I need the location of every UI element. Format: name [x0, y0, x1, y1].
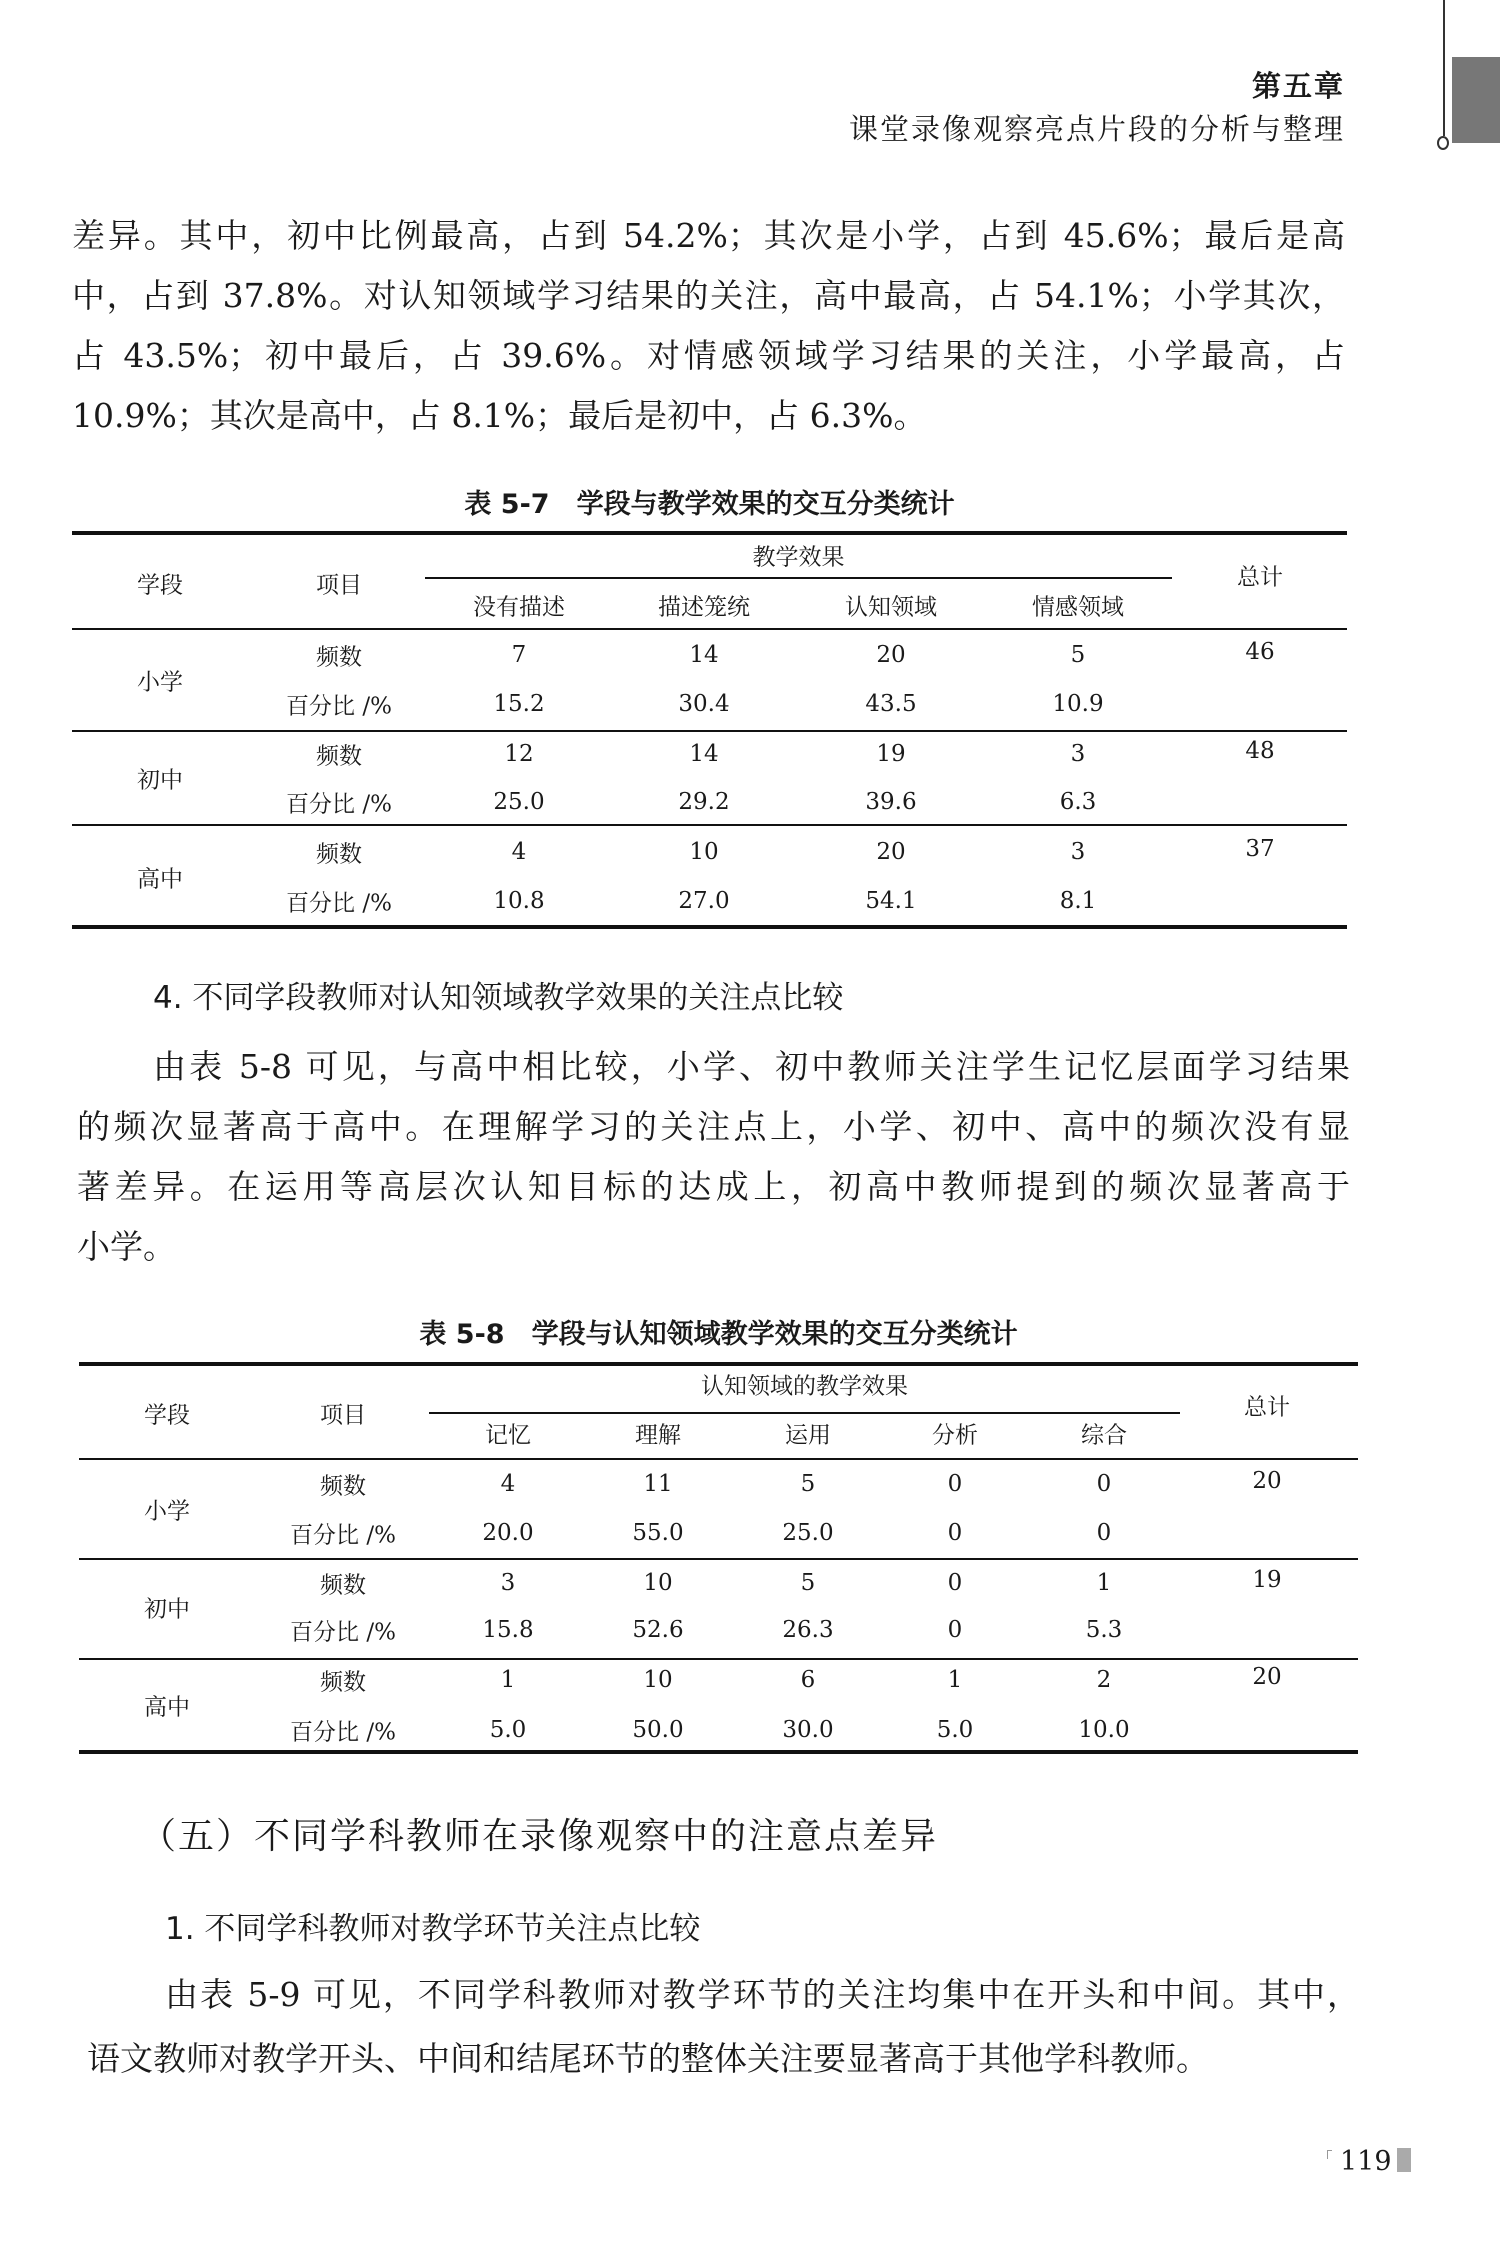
header-subcol: 描述笼统: [658, 594, 750, 621]
header-total: 总计: [1237, 564, 1283, 591]
header-total: 总计: [1244, 1394, 1290, 1421]
row-pct-label: 百分比 /%: [290, 1719, 396, 1746]
row-separator: [79, 1658, 1358, 1660]
pct-cell: 25.0: [493, 789, 545, 815]
text-line: 中，占到 37.8%。对认知领域学习结果的关注，高中最高，占 54.1%；小学其次，: [72, 276, 1345, 315]
pct-cell: 5.0: [489, 1717, 527, 1743]
freq-cell: 10: [643, 1667, 673, 1693]
row-pct-label: 百分比 /%: [286, 791, 392, 818]
chapter-label: 第五章: [1251, 69, 1345, 103]
freq-cell: 3: [500, 1570, 516, 1596]
pct-cell: 15.8: [482, 1617, 534, 1643]
pct-cell: 27.0: [678, 888, 730, 914]
header-group: 认知领域的教学效果: [701, 1373, 908, 1400]
row-pct-label: 百分比 /%: [286, 890, 392, 917]
pct-cell: 10.8: [493, 888, 545, 914]
header-bottom-rule: [72, 628, 1347, 630]
freq-cell: 20: [876, 642, 906, 668]
pct-cell: 43.5: [865, 691, 917, 717]
page-number-mark-right: [1397, 2148, 1411, 2172]
pct-cell: 5.0: [936, 1717, 974, 1743]
row-freq-label: 频数: [316, 743, 362, 770]
header-subcol: 没有描述: [473, 594, 565, 621]
freq-cell: 14: [689, 642, 719, 668]
table-bottom-rule: [72, 925, 1347, 929]
pct-cell: 30.4: [678, 691, 730, 717]
freq-cell: 11: [643, 1471, 673, 1497]
pct-cell: 52.6: [632, 1617, 684, 1643]
freq-cell: 7: [511, 642, 527, 668]
freq-cell: 0: [947, 1471, 963, 1497]
pct-cell: 39.6: [865, 789, 917, 815]
pct-cell: 20.0: [482, 1520, 534, 1546]
text-line: 差异。其中，初中比例最高，占到 54.2%；其次是小学，占到 45.6%；最后是高: [72, 216, 1345, 255]
total-cell: 46: [1245, 639, 1275, 665]
pct-cell: 30.0: [782, 1717, 834, 1743]
pct-cell: 15.2: [493, 691, 545, 717]
pct-cell: 54.1: [865, 888, 917, 914]
table-bottom-rule: [79, 1750, 1358, 1754]
row-separator: [79, 1558, 1358, 1560]
table-top-rule: [72, 531, 1347, 535]
row-freq-label: 频数: [320, 1473, 366, 1500]
freq-cell: 20: [876, 839, 906, 865]
freq-cell: 5: [800, 1570, 816, 1596]
row-pct-label: 百分比 /%: [290, 1522, 396, 1549]
text-line: 语文教师对教学开头、中间和结尾环节的整体关注要显著高于其他学科教师。: [87, 2039, 1209, 2078]
total-cell: 20: [1252, 1664, 1282, 1690]
total-cell: 37: [1245, 836, 1275, 862]
pct-cell: 8.1: [1059, 888, 1097, 914]
freq-cell: 4: [500, 1471, 516, 1497]
group-header-rule: [429, 1412, 1180, 1414]
row-stage: 初中: [144, 1596, 190, 1622]
page-number-mark-left: [1327, 2150, 1332, 2159]
pct-cell: 50.0: [632, 1717, 684, 1743]
freq-cell: 3: [1070, 741, 1086, 767]
freq-cell: 12: [504, 741, 534, 767]
total-cell: 20: [1252, 1468, 1282, 1494]
freq-cell: 5: [1070, 642, 1086, 668]
chapter-title: 课堂录像观察亮点片段的分析与整理: [848, 112, 1345, 146]
header-subcol: 分析: [932, 1422, 978, 1449]
pct-cell: 5.3: [1085, 1617, 1123, 1643]
pct-cell: 0: [1096, 1520, 1112, 1546]
freq-cell: 1: [1096, 1570, 1112, 1596]
header-group: 教学效果: [752, 544, 845, 571]
chapter-tab-marker: [1452, 57, 1500, 143]
freq-cell: 10: [643, 1570, 673, 1596]
row-stage: 小学: [137, 669, 183, 695]
row-freq-label: 频数: [320, 1669, 366, 1696]
margin-line: [1443, 0, 1445, 136]
text-line: 的频次显著高于高中。在理解学习的关注点上，小学、初中、高中的频次没有显: [77, 1107, 1350, 1146]
freq-cell: 5: [800, 1471, 816, 1497]
header-subcol: 综合: [1081, 1422, 1127, 1449]
header-subcol: 记忆: [485, 1422, 531, 1449]
header-subcol: 情感领域: [1032, 594, 1124, 621]
row-stage: 高中: [144, 1694, 190, 1721]
pct-cell: 10.9: [1052, 691, 1104, 717]
freq-cell: 1: [500, 1667, 516, 1693]
freq-cell: 4: [511, 839, 527, 865]
freq-cell: 0: [947, 1570, 963, 1596]
row-freq-label: 频数: [316, 841, 362, 868]
freq-cell: 14: [689, 741, 719, 767]
table-title: 表 5-7 学段与教学效果的交互分类统计: [464, 489, 955, 520]
pct-cell: 6.3: [1059, 789, 1097, 815]
heading-1: 1. 不同学科教师对教学环节关注点比较: [165, 1911, 701, 1947]
text-line: 占 43.5%；初中最后，占 39.6%。对情感领域学习结果的关注，小学最高，占: [72, 336, 1345, 375]
group-header-rule: [425, 577, 1172, 579]
pct-cell: 29.2: [678, 789, 730, 815]
freq-cell: 1: [947, 1667, 963, 1693]
header-subcol: 运用: [785, 1422, 831, 1449]
freq-cell: 2: [1096, 1667, 1112, 1693]
total-cell: 48: [1245, 738, 1275, 764]
header-stage: 学段: [137, 572, 183, 599]
header-item: 项目: [316, 572, 362, 599]
row-stage: 高中: [137, 866, 183, 892]
freq-cell: 10: [689, 839, 719, 865]
text-line: 著差异。在运用等高层次认知目标的达成上，初高中教师提到的频次显著高于: [77, 1167, 1350, 1206]
freq-cell: 19: [876, 741, 906, 767]
freq-cell: 3: [1070, 839, 1086, 865]
row-separator: [72, 730, 1347, 732]
section-heading-5: （五）不同学科教师在录像观察中的注意点差异: [140, 1816, 939, 1857]
text-line: 小学。: [77, 1227, 176, 1266]
row-freq-label: 频数: [320, 1572, 366, 1599]
pct-cell: 25.0: [782, 1520, 834, 1546]
pct-cell: 26.3: [782, 1617, 834, 1643]
page-number: 119: [1340, 2146, 1392, 2177]
pct-cell: 10.0: [1078, 1717, 1130, 1743]
row-stage: 小学: [144, 1498, 190, 1524]
row-pct-label: 百分比 /%: [290, 1619, 396, 1646]
total-cell: 19: [1252, 1567, 1282, 1593]
freq-cell: 6: [800, 1667, 816, 1693]
pct-cell: 0: [947, 1520, 963, 1546]
row-pct-label: 百分比 /%: [286, 693, 392, 720]
pct-cell: 0: [947, 1617, 963, 1643]
header-subcol: 认知领域: [845, 594, 937, 621]
freq-cell: 0: [1096, 1471, 1112, 1497]
header-item: 项目: [320, 1402, 366, 1429]
row-stage: 初中: [137, 767, 183, 794]
text-line: 10.9%；其次是高中，占 8.1%；最后是初中，占 6.3%。: [72, 396, 927, 435]
row-freq-label: 频数: [316, 644, 362, 671]
heading-4: 4. 不同学段教师对认知领域教学效果的关注点比较: [153, 980, 844, 1016]
pct-cell: 55.0: [632, 1520, 684, 1546]
table-title: 表 5-8 学段与认知领域教学效果的交互分类统计: [419, 1319, 1018, 1350]
text-line: 由表 5-9 可见，不同学科教师对教学环节的关注均集中在开头和中间。其中，: [165, 1975, 1360, 2014]
header-bottom-rule: [79, 1458, 1358, 1460]
table-top-rule: [79, 1362, 1358, 1366]
header-stage: 学段: [144, 1402, 190, 1429]
header-subcol: 理解: [635, 1422, 681, 1449]
text-line: 由表 5-8 可见，与高中相比较，小学、初中教师关注学生记忆层面学习结果: [153, 1047, 1350, 1086]
row-separator: [72, 824, 1347, 826]
margin-circle: [1437, 136, 1449, 150]
